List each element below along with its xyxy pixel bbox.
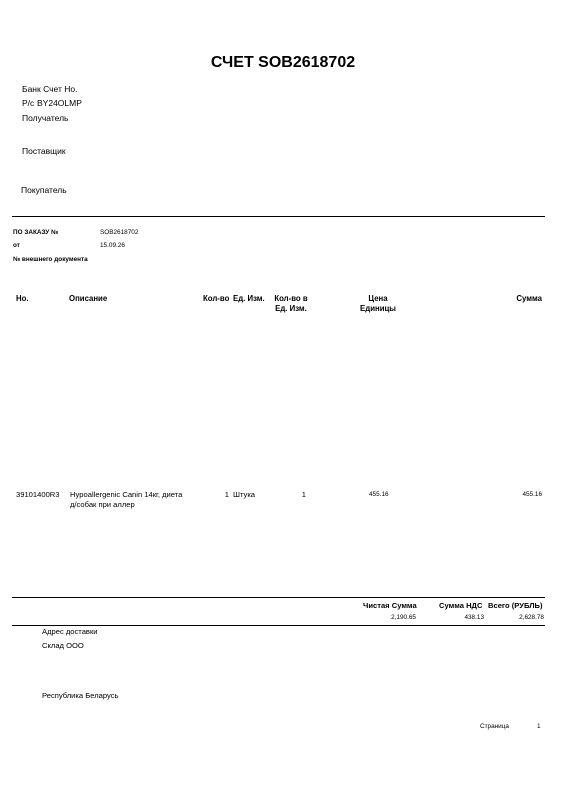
total-value: 2,628.78 xyxy=(519,614,544,621)
external-doc-label: № внешнего документа xyxy=(13,256,88,263)
delivery-line2: Склад ООО xyxy=(42,641,84,650)
row-qty: 1 xyxy=(224,490,229,499)
vat-sum-value: 438.13 xyxy=(464,614,484,621)
page-number: 1 xyxy=(537,723,541,730)
header-divider xyxy=(12,216,545,217)
col-header-qty-in-unit: Кол-во в Ед. Изм. xyxy=(274,294,308,313)
bank-label: Банк Счет Но. xyxy=(22,84,78,94)
order-value: SOB2618702 xyxy=(100,229,139,236)
col-header-unit: Ед. Изм. xyxy=(233,294,265,303)
buyer-label: Покупатель xyxy=(21,185,67,195)
page-label: Страница xyxy=(480,723,509,730)
vat-sum-label: Сумма НДС xyxy=(439,601,483,610)
delivery-address-label: Адрес доставки xyxy=(42,627,98,636)
col-header-description: Описание xyxy=(69,294,108,303)
col-header-no: Но. xyxy=(16,294,29,303)
row-unit: Штука xyxy=(233,490,256,499)
invoice-title: СЧЕТ SOB2618702 xyxy=(210,54,356,71)
row-no: 39101400R3 xyxy=(16,490,60,499)
date-value: 15.09.26 xyxy=(100,242,125,249)
total-label: Всего (РУБЛЬ) xyxy=(488,601,543,610)
net-sum-value: 2,190.65 xyxy=(391,614,416,621)
net-sum-label: Чистая Сумма xyxy=(363,601,417,610)
order-label: ПО ЗАКАЗУ № xyxy=(13,229,59,236)
supplier-label: Поставщик xyxy=(22,146,66,156)
row-qty-in-unit: 1 xyxy=(301,490,306,499)
account-value: BY24OLMP xyxy=(37,98,82,108)
totals-bottom-divider xyxy=(12,625,545,626)
row-sum: 455.16 xyxy=(522,491,542,498)
totals-top-divider xyxy=(12,597,545,598)
row-unit-price: 455.16 xyxy=(369,491,389,498)
row-description: Hypoallergenic Canin 14кг, диета д/собак при аллер xyxy=(70,490,183,509)
col-header-unit-price: Цена Единицы xyxy=(360,294,396,313)
date-label: от xyxy=(13,242,20,249)
account-label: Р/с xyxy=(22,98,35,108)
delivery-country: Республика Беларусь xyxy=(42,691,119,700)
recipient-label: Получатель xyxy=(22,113,69,123)
col-header-qty: Кол-во xyxy=(203,294,230,303)
col-header-sum: Сумма xyxy=(516,294,542,303)
